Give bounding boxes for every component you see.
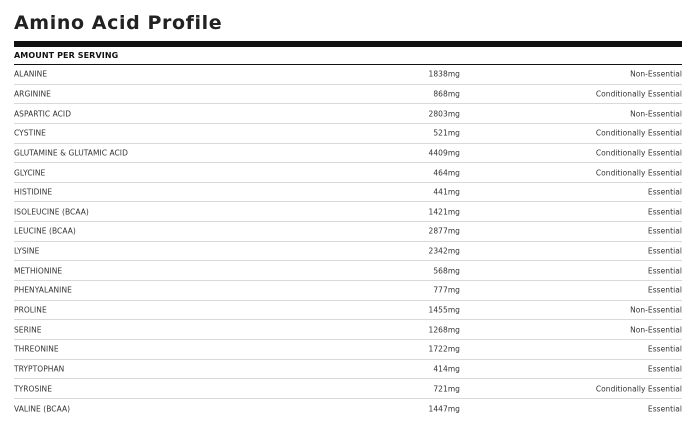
table-row [14, 281, 682, 301]
amino-acid-name: PHENYALANINE [14, 285, 72, 295]
amino-acid-amount: 4409mg [428, 148, 460, 158]
amino-acid-amount: 1421mg [428, 207, 460, 217]
amino-acid-name: GLUTAMINE & GLUTAMIC ACID [14, 148, 128, 158]
amino-acid-classification: Conditionally Essential [595, 89, 682, 99]
amino-acid-table [14, 65, 682, 419]
amino-acid-amount: 1447mg [428, 404, 460, 414]
amino-acid-classification: Essential [647, 364, 682, 374]
table-row [14, 242, 682, 262]
amino-acid-amount: 441mg [433, 187, 460, 197]
amino-acid-amount: 464mg [433, 168, 460, 178]
table-header [14, 47, 682, 65]
page-title: Amino Acid Profile [14, 12, 223, 34]
amino-acid-name: ARGININE [14, 89, 51, 99]
table-row [14, 222, 682, 242]
amount-per-serving-header: AMOUNT PER SERVING [14, 51, 119, 60]
amino-acid-name: LYSINE [14, 246, 40, 256]
table-row [14, 124, 682, 144]
amino-acid-amount: 868mg [433, 89, 460, 99]
amino-acid-name: HISTIDINE [14, 187, 53, 197]
table-row [14, 163, 682, 183]
amino-acid-name: PROLINE [14, 305, 47, 315]
amino-acid-name: SERINE [14, 325, 42, 335]
amino-acid-classification: Conditionally Essential [595, 384, 682, 394]
table-row [14, 104, 682, 124]
amino-acid-classification: Conditionally Essential [595, 128, 682, 138]
amino-acid-classification: Essential [647, 246, 682, 256]
amino-acid-amount: 521mg [433, 128, 460, 138]
table-row [14, 340, 682, 360]
table-row [14, 320, 682, 340]
amino-acid-classification: Non-Essential [630, 109, 682, 119]
amino-acid-classification: Essential [647, 266, 682, 276]
amino-acid-classification: Conditionally Essential [595, 168, 682, 178]
amino-acid-amount: 1838mg [428, 69, 460, 79]
table-row [14, 379, 682, 399]
amino-acid-amount: 1722mg [428, 344, 460, 354]
amino-acid-name: ALANINE [14, 69, 48, 79]
amino-acid-classification: Essential [647, 187, 682, 197]
amino-acid-classification: Essential [647, 344, 682, 354]
amino-acid-classification: Non-Essential [630, 69, 682, 79]
amino-acid-amount: 1455mg [428, 305, 460, 315]
table-row [14, 261, 682, 281]
amino-acid-amount: 2803mg [428, 109, 460, 119]
table-row [14, 202, 682, 222]
table-row [14, 399, 682, 419]
amino-acid-amount: 2342mg [428, 246, 460, 256]
table-row [14, 65, 682, 85]
amino-acid-name: METHIONINE [14, 266, 63, 276]
amino-acid-classification: Essential [647, 226, 682, 236]
table-row [14, 85, 682, 105]
amino-acid-name: VALINE (BCAA) [14, 404, 71, 414]
amino-acid-amount: 1268mg [428, 325, 460, 335]
amino-acid-amount: 721mg [433, 384, 460, 394]
table-row [14, 144, 682, 164]
table-row [14, 360, 682, 380]
amino-acid-classification: Non-Essential [630, 305, 682, 315]
amino-acid-classification: Essential [647, 207, 682, 217]
amino-acid-amount: 414mg [433, 364, 460, 374]
amino-acid-name: ISOLEUCINE (BCAA) [14, 207, 89, 217]
amino-acid-name: TRYPTOPHAN [14, 364, 65, 374]
amino-acid-classification: Essential [647, 404, 682, 414]
amino-acid-name: CYSTINE [14, 128, 46, 138]
amino-acid-amount: 777mg [433, 285, 460, 295]
amino-acid-classification: Essential [647, 285, 682, 295]
amino-acid-name: THREONINE [14, 344, 59, 354]
amino-acid-classification: Non-Essential [630, 325, 682, 335]
amino-acid-amount: 568mg [433, 266, 460, 276]
amino-acid-name: ASPARTIC ACID [14, 109, 72, 119]
amino-acid-classification: Conditionally Essential [595, 148, 682, 158]
amino-acid-amount: 2877mg [428, 226, 460, 236]
amino-acid-name: LEUCINE (BCAA) [14, 226, 76, 236]
amino-acid-name: TYROSINE [14, 384, 52, 394]
table-row [14, 183, 682, 203]
table-row [14, 301, 682, 321]
amino-acid-name: GLYCINE [14, 168, 46, 178]
